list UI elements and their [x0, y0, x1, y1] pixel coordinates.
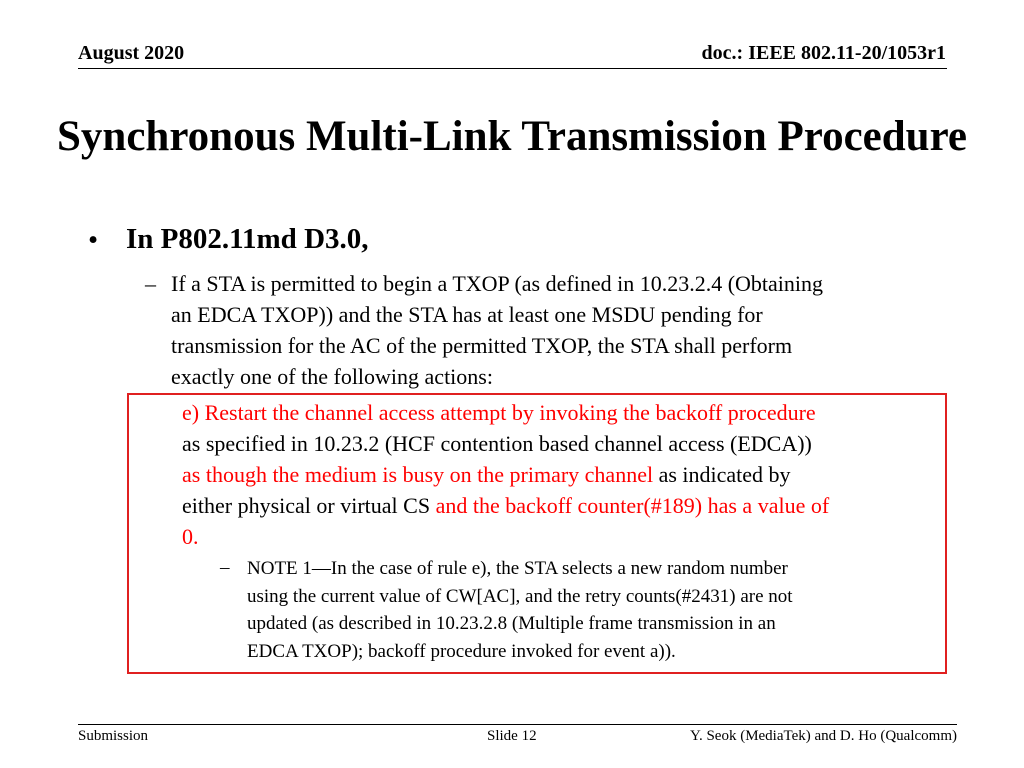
footer-slide-number: Slide 12: [487, 728, 537, 744]
rule-e-line: as specified in 10.23.2 (HCF contention based channel access (EDCA)): [182, 431, 812, 456]
rule-e-line: [182, 459, 952, 490]
sub-bullet-line: exactly one of the following actions:: [171, 364, 493, 389]
note-text: [247, 555, 937, 665]
header-divider: [78, 68, 947, 69]
note-line: using the current value of CW[AC], and the retry counts(#2431) are not: [247, 585, 793, 607]
rule-e-line: [182, 490, 952, 521]
footer-authors: Y. Seok (MediaTek) and D. Ho (Qualcomm): [690, 728, 957, 744]
rule-e-black-fragment: as indicated by: [653, 462, 791, 487]
rule-e-black-fragment: either physical or virtual CS: [182, 493, 436, 518]
bullet-text: In P802.11md D3.0,: [126, 223, 369, 255]
header-date: August 2020: [78, 42, 185, 64]
note-line: EDCA TXOP); backoff procedure invoked for event a)).: [247, 640, 676, 662]
rule-e-line: 0.: [182, 524, 199, 549]
sub-bullet-marker: –: [145, 271, 156, 296]
sub-bullet-line: transmission for the AC of the permitted TXOP, the STA shall perform: [171, 333, 793, 358]
rule-e-text: [182, 397, 952, 552]
rule-e-red-fragment: as though the medium is busy on the primary channel: [182, 462, 654, 487]
bullet-marker: •: [88, 224, 99, 256]
footer-divider: [78, 724, 957, 725]
note-marker: –: [220, 557, 230, 578]
slide-title: Synchronous Multi-Link Transmission Procedure: [57, 113, 967, 160]
sub-bullet-text: [171, 268, 961, 392]
note-line: NOTE 1—In the case of rule e), the STA selects a new random number: [247, 558, 788, 579]
note-line: updated (as described in 10.23.2.8 (Multiple frame transmission in an: [247, 613, 776, 634]
sub-bullet-line: If a STA is permitted to begin a TXOP (as defined in 10.23.2.4 (Obtaining: [171, 271, 824, 296]
footer-submission: Submission: [78, 728, 149, 744]
rule-e-line: e) Restart the channel access attempt by invoking the backoff procedure: [182, 400, 816, 425]
rule-e-red-fragment: and the backoff counter(#189) has a value of: [435, 493, 830, 518]
header-doc-id: doc.: IEEE 802.11-20/1053r1: [701, 42, 946, 64]
sub-bullet-line: an EDCA TXOP)) and the STA has at least one MSDU pending for: [171, 302, 763, 327]
